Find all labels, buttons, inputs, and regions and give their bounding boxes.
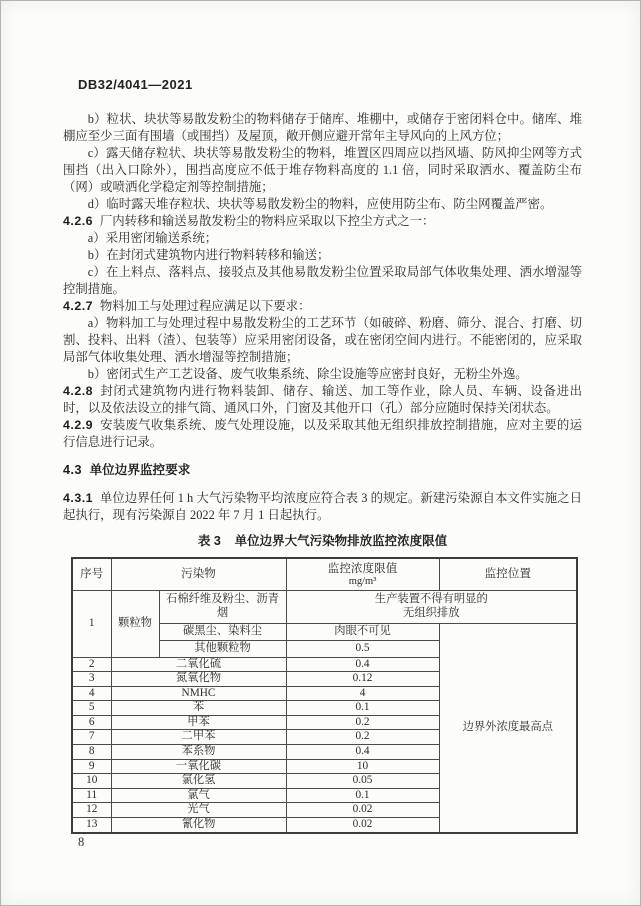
- clause-4-2-9: [63, 417, 582, 451]
- cell-sub-other-particulates: 其他颗粒物: [159, 640, 286, 657]
- clause-text: 物料加工与处理过程应满足以下要求：: [99, 299, 311, 313]
- cell-no: 2: [72, 657, 111, 672]
- clause-number: 4.2.6: [63, 214, 94, 228]
- clause-text: 安装废气收集系统、废气处理设施，以及采取其他无组织排放控制措施，应对主要的运行信息进行记录。: [63, 418, 582, 449]
- cell-no: 8: [72, 745, 111, 760]
- cell-pollutant: NMHC: [111, 686, 286, 701]
- cell-pollutant: 氯气: [111, 788, 286, 803]
- cell-no: 10: [72, 774, 111, 789]
- cell-no: 3: [72, 672, 111, 687]
- item-c-open-air: c）露天储存粒状、块状等易散发粉尘的物料，堆置区四周应以挡风墙、防风抑尘网等方式围挡（出入口除外），围挡高度应不低于堆存物料高度的 1.1 倍，同时采取洒水、覆盖防尘布（网）或喷洒化学稳定剂等控制措施；: [63, 146, 582, 194]
- header-no: 序号: [72, 558, 111, 590]
- item-b-enclosed-building: b）在封闭式建筑物内进行物料转移和输送；: [87, 248, 330, 262]
- cell-limit: 0.4: [286, 657, 439, 672]
- clause-number: 4.2.9: [63, 418, 94, 432]
- page-number: 8: [78, 835, 85, 849]
- cell-limit: 0.2: [286, 730, 439, 745]
- header-location: 监控位置: [439, 558, 577, 590]
- cell-limit: 0.02: [286, 818, 439, 833]
- cell-limit: 10: [286, 759, 439, 774]
- cell-sub-carbon-black: 碳黑尘、染料尘: [159, 623, 286, 640]
- clause-4-2-7: [63, 298, 582, 315]
- table-row: [72, 590, 577, 623]
- item-c-loading-points: c）在上料点、落料点、接驳点及其他易散发粉尘位置采取局部气体收集处理、洒水增湿等控制措施。: [63, 265, 582, 296]
- cell-no: 9: [72, 759, 111, 774]
- header-limit-label: 监控浓度限值: [327, 562, 398, 575]
- document-body: [63, 111, 582, 834]
- header-pollutant: 污染物: [111, 558, 286, 590]
- cell-pollutant: 苯系物: [111, 745, 286, 760]
- cell-no: 5: [72, 701, 111, 716]
- cell-no: 11: [72, 788, 111, 803]
- cell-pollutant: 一氧化碳: [111, 759, 286, 774]
- clause-number: 4.2.8: [63, 384, 94, 398]
- cell-limit-carbon-black: 肉眼不可见: [286, 623, 439, 640]
- monitor-limit-table: [71, 557, 578, 834]
- cell-limit: 0.12: [286, 672, 439, 687]
- standard-code: DB32/4041—2021: [78, 77, 193, 92]
- clause-4-2-8: [63, 383, 582, 417]
- cell-limit: 0.1: [286, 701, 439, 716]
- cell-limit: 0.05: [286, 774, 439, 789]
- cell-limit-other-particulates: 0.5: [286, 640, 439, 657]
- cell-sub-asbestos: 石棉纤维及粉尘、沥青烟: [159, 590, 286, 623]
- header-limit: [286, 558, 439, 590]
- cell-pollutant: 氯化氢: [111, 774, 286, 789]
- clause-4-3-1: [63, 490, 582, 524]
- clause-text: 封闭式建筑物内进行物料装卸、储存、输送、加工等作业，除人员、车辆、设备进出时，以及依法设立的排气筒、通风口外，门窗及其他开口（孔）部分应随时保持关闭状态。: [63, 384, 582, 415]
- clause-text: 厂内转移和输送易散发粉尘的物料应采取以下控尘方式之一：: [99, 214, 435, 228]
- cell-pollutant: 甲苯: [111, 715, 286, 730]
- cell-limit: 4: [286, 686, 439, 701]
- cell-no: 13: [72, 818, 111, 833]
- cell-pollutant: 二甲苯: [111, 730, 286, 745]
- cell-pollutant: 二氧化硫: [111, 657, 286, 672]
- section-heading-4-3: [63, 462, 582, 479]
- cell-no: 6: [72, 715, 111, 730]
- cell-pollutant: 苯: [111, 701, 286, 716]
- cell-no: 4: [72, 686, 111, 701]
- table-caption: 单位边界大气污染物排放监控浓度限值: [234, 534, 448, 548]
- cell-limit: 0.4: [286, 745, 439, 760]
- item-b-storage: b）粒状、块状等易散发粉尘的物料储存于储库、堆棚中，或储存于密闭料仓中。储库、堆棚应至少三面有围墙（或围挡）及屋顶，敞开侧应避开常年主导风向的上风方位；: [63, 112, 582, 143]
- cell-pollutant: 氰化物: [111, 818, 286, 833]
- cell-limit: 0.02: [286, 803, 439, 818]
- item-a-processing: a）物料加工与处理过程中易散发粉尘的工艺环节（如破碎、粉磨、筛分、混合、打磨、切割、投料、出料（渣）、包装等）应采用密闭设备，或在密闭空间内进行。不能密闭的，应采取局部气体收集处理、洒水增湿等控制措施；: [63, 316, 582, 364]
- table-title: [63, 533, 582, 550]
- table-header-row: [72, 558, 577, 590]
- item-b-sealed-equipment: b）密闭式生产工艺设备、废气收集系统、除尘设施等应密封良好，无粉尘外逸。: [87, 367, 528, 381]
- section-number: 4.3: [63, 463, 83, 477]
- item-a-conveying: a）采用密闭输送系统；: [87, 231, 218, 245]
- table-label: 表 3: [197, 534, 221, 548]
- cell-no-1: 1: [72, 590, 111, 657]
- cell-no: 12: [72, 803, 111, 818]
- clause-text: 单位边界任何 1 h 大气污染物平均浓度应符合表 3 的规定。新建污染源自本文件实施之日起执行，现有污染源自 2022 年 7 月 1 日起执行。: [63, 491, 582, 522]
- cell-limit-asbestos: 生产装置不得有明显的 无组织排放: [286, 590, 577, 623]
- section-title: 单位边界监控要求: [89, 463, 191, 477]
- cell-limit: 0.1: [286, 788, 439, 803]
- cell-group-particulates: 颗粒物: [111, 590, 159, 657]
- cell-location-merged: 边界外浓度最高点: [439, 623, 577, 833]
- clause-number: 4.2.7: [63, 299, 94, 313]
- cell-pollutant: 氮氧化物: [111, 672, 286, 687]
- clause-number: 4.3.1: [63, 491, 94, 505]
- clause-4-2-6: [63, 213, 582, 230]
- item-d-temporary: d）临时露天堆存粒状、块状等易散发粉尘的物料，应使用防尘布、防尘网覆盖严密。: [87, 197, 553, 211]
- cell-pollutant: 光气: [111, 803, 286, 818]
- header-limit-unit: mg/m³: [348, 575, 377, 587]
- cell-limit: 0.2: [286, 715, 439, 730]
- cell-no: 7: [72, 730, 111, 745]
